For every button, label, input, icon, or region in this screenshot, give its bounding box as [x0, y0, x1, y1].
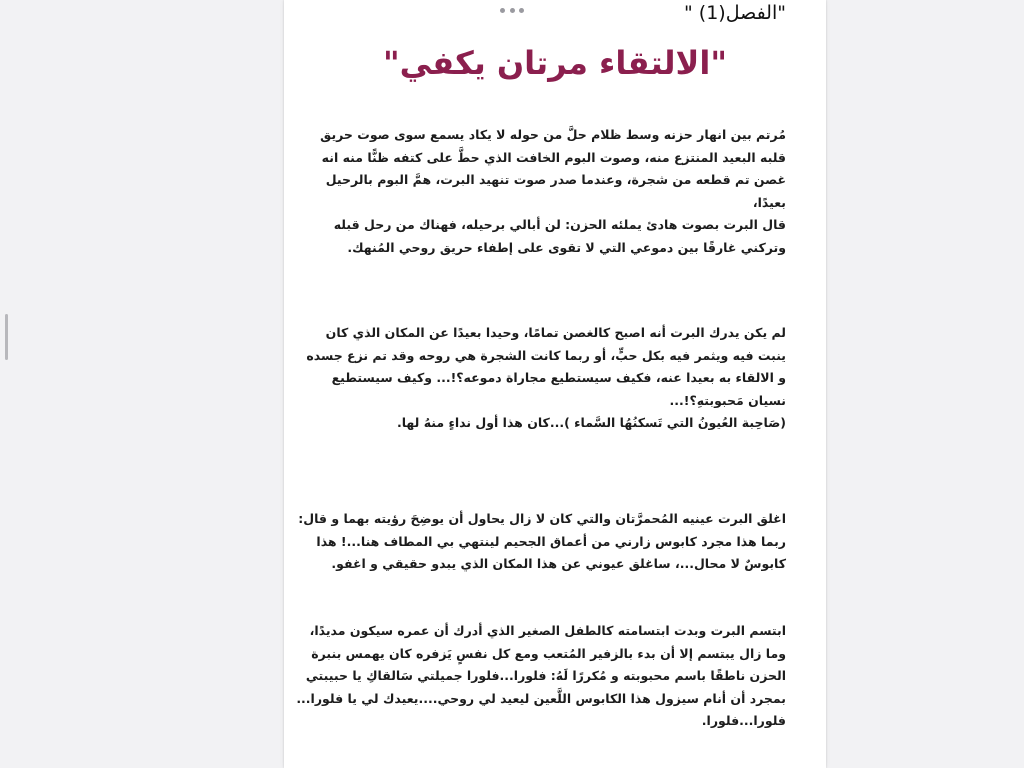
text-line: الحزن ناطقًا باسم محبوبته و مُكررًا لَهُ: فلورا...فلورا جميلتي سَالقاكِ يا حبيبتي — [305, 668, 786, 683]
paragraph-3 — [298, 508, 786, 576]
more-options-icon[interactable] — [500, 6, 524, 14]
dot — [519, 8, 524, 13]
text-line: لم يكن يدرك البرت أنه اصبح كالغصن تمامًا، وحيدا بعيدًا عن المكان الذي كان — [325, 325, 786, 340]
dot — [510, 8, 515, 13]
text-line: قال البرت بصوت هادئ يملئه الحزن: لن أبالي برحيله، فهناك من رحل قبله — [333, 217, 786, 232]
text-line: بمجرد أن أنام سيزول هذا الكابوس اللَّعين ليعيد لي روحي....يعيدك لي يا فلورا... — [296, 690, 786, 706]
text-line: فلورا...فلورا. — [701, 713, 786, 728]
paragraph-1 — [320, 124, 786, 259]
text-line: قلبه البعيد المنتزع منه، وصوت البوم الخافت الذي حطَّ على كتفه ظنًّا منه انه — [321, 149, 786, 165]
dot — [500, 8, 505, 13]
text-line: ربما هذا مجرد كابوس زارني من أعماق الجحيم لينتهي بي المطاف هنا...! هذا — [316, 533, 786, 549]
text-line: مُرتم بين انهار حزنه وسط ظلام حلَّ من حوله لا يكاد يسمع سوى صوت حريق — [320, 127, 786, 142]
text-line: وما زال يبتسم إلا أن بدء بالزفير المُتعب ومع كل نفسٍ يَزفره كان يهمس بنبرة — [311, 645, 786, 661]
text-line: و الالقاء به بعيدا عنه، فكيف سيستطيع مجاراة دموعه؟!... وكيف سيستطيع — [331, 370, 786, 385]
text-line: وتركني غارقًا بين دموعي التي لا تقوى على إطفاء حريق روحي المُنهك. — [347, 239, 786, 255]
text-line: غصن تم قطعه من شجرة، وعندما صدر صوت تنهيد البرت، همَّ البوم بالرحيل — [325, 172, 786, 187]
text-line: بعيدًا، — [752, 194, 786, 210]
scroll-indicator[interactable] — [5, 314, 8, 360]
text-line: (صَاحِبة العُيونُ التي تَسكنُهُا السَّماء )...كان هذا أول نداءٍ منهُ لها. — [396, 415, 786, 430]
text-line: كابوسٌ لا محال...، ساغلق عيوني عن هذا المكان الذي يبدو حقيقي و اغفو. — [331, 556, 786, 571]
document-title: "الالتقاء مرتان يكفي" — [383, 44, 727, 82]
text-line: ينبت فيه ويثمر فيه بكل حبٍّ، أو ربما كانت الشجرة هي روحه وقد تم نزع جسده — [306, 347, 786, 363]
text-line: ابتسم البرت وبدت ابتسامته كالطفل الصغير الذي أدرك أن عمره سيكون مديدًا، — [309, 623, 786, 638]
document-page — [284, 0, 826, 768]
text-line: اغلق البرت عينيه المُحمرَّتان والتي كان لا زال يحاول أن يوضِحَ رؤيته بهما و قال: — [298, 511, 786, 526]
paragraph-4 — [296, 620, 786, 733]
paragraph-2 — [306, 322, 786, 435]
text-line: نسيان مَحبوبتهِ؟!... — [669, 392, 786, 408]
chapter-heading: "الفصل(1) " — [684, 2, 786, 24]
